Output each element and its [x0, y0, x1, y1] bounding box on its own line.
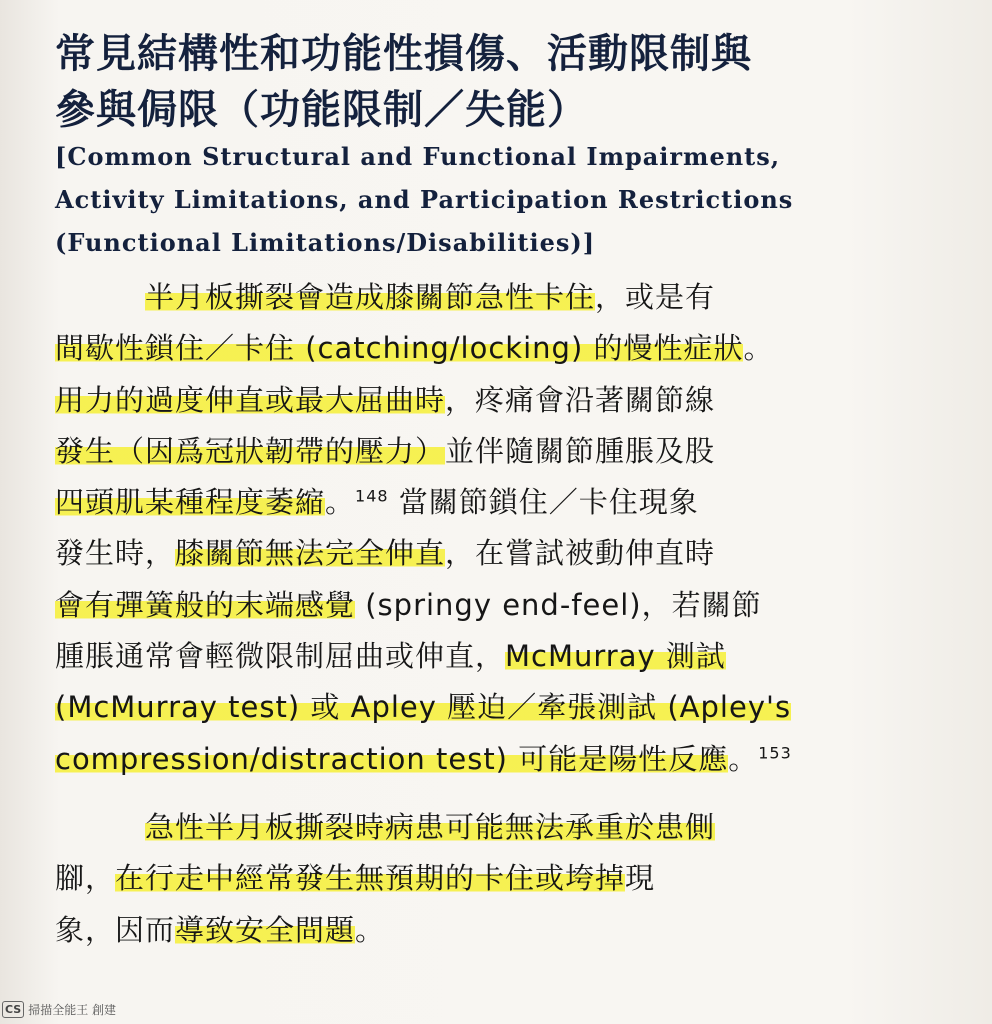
highlighted-text: 四頭肌某種程度萎縮	[55, 485, 326, 520]
text-segment: 。	[728, 741, 759, 776]
highlighted-text: 在行走中經常發生無預期的卡住或垮掉	[115, 861, 626, 896]
paragraph-1	[55, 272, 955, 785]
text-line	[55, 272, 955, 323]
section-title: 常見結構性和功能性損傷、活動限制與 參與侷限（功能限制／失能）	[55, 31, 752, 133]
text-segment: ，或是有	[595, 280, 716, 314]
text-line	[55, 631, 955, 682]
text-segment: (springy end-feel)，若關節	[355, 587, 762, 622]
highlighted-text: 急性半月板撕裂時病患可能無法承重於患側	[145, 810, 716, 844]
text-line	[55, 734, 955, 785]
highlighted-text: 發生（因爲冠狀韌帶的壓力）	[55, 433, 446, 468]
text-line	[55, 853, 955, 904]
text-segment: ，疼痛會沿著關節線	[445, 382, 716, 417]
text-segment: 當關節鎖住／卡住現象	[388, 485, 699, 520]
highlighted-text: (McMurray test) 或 Apley 壓迫／牽張測試 (Apley's	[55, 690, 792, 725]
highlighted-text: 導致安全問題	[175, 912, 356, 947]
paragraph-2	[55, 802, 955, 956]
text-segment: 現	[625, 861, 656, 896]
highlighted-text: compression/distraction test) 可能是陽性反應	[55, 741, 729, 776]
text-segment: 。	[325, 485, 356, 520]
text-segment: 象，因而	[55, 912, 176, 947]
highlighted-text: 用力的過度伸直或最大屈曲時	[55, 382, 446, 417]
highlighted-text: 膝關節無法完全伸直	[175, 536, 446, 571]
text-line	[55, 528, 955, 579]
text-line	[55, 375, 955, 426]
section-subtitle-english: [Common Structural and Functional Impairments, Activity Limitations, and Participation Restrictions (Functional Limitations/Disabilities)]	[55, 142, 794, 257]
text-segment: 腫脹通常會輕微限制屈曲或伸直，	[55, 639, 506, 674]
text-line	[55, 682, 955, 733]
scanner-watermark	[2, 1001, 116, 1018]
text-segment: 並伴隨關節腫脹及股	[445, 433, 716, 468]
text-segment: 腳，	[55, 861, 116, 896]
text-line	[55, 580, 955, 631]
text-segment: 。	[743, 331, 774, 366]
watermark-text: 掃描全能王 創建	[28, 1003, 117, 1017]
camscanner-logo-icon: CS	[2, 1001, 24, 1018]
text-segment: ，在嘗試被動伸直時	[445, 536, 716, 571]
citation-superscript: 148	[355, 486, 389, 506]
text-line	[55, 905, 955, 956]
highlighted-text: 半月板撕裂會造成膝關節急性卡住	[145, 280, 596, 314]
highlighted-text: 會有彈簧般的末端感覺	[55, 587, 356, 622]
text-line	[55, 477, 955, 528]
text-line	[55, 323, 955, 374]
citation-superscript: 153	[758, 743, 792, 763]
text-line	[55, 426, 955, 477]
text-segment: 。	[355, 912, 386, 947]
highlighted-text: 間歇性鎖住／卡住 (catching/locking) 的慢性症狀	[55, 331, 744, 366]
text-segment: 發生時，	[55, 536, 176, 571]
highlighted-text: McMurray 測試	[505, 639, 726, 674]
text-line	[55, 802, 955, 853]
